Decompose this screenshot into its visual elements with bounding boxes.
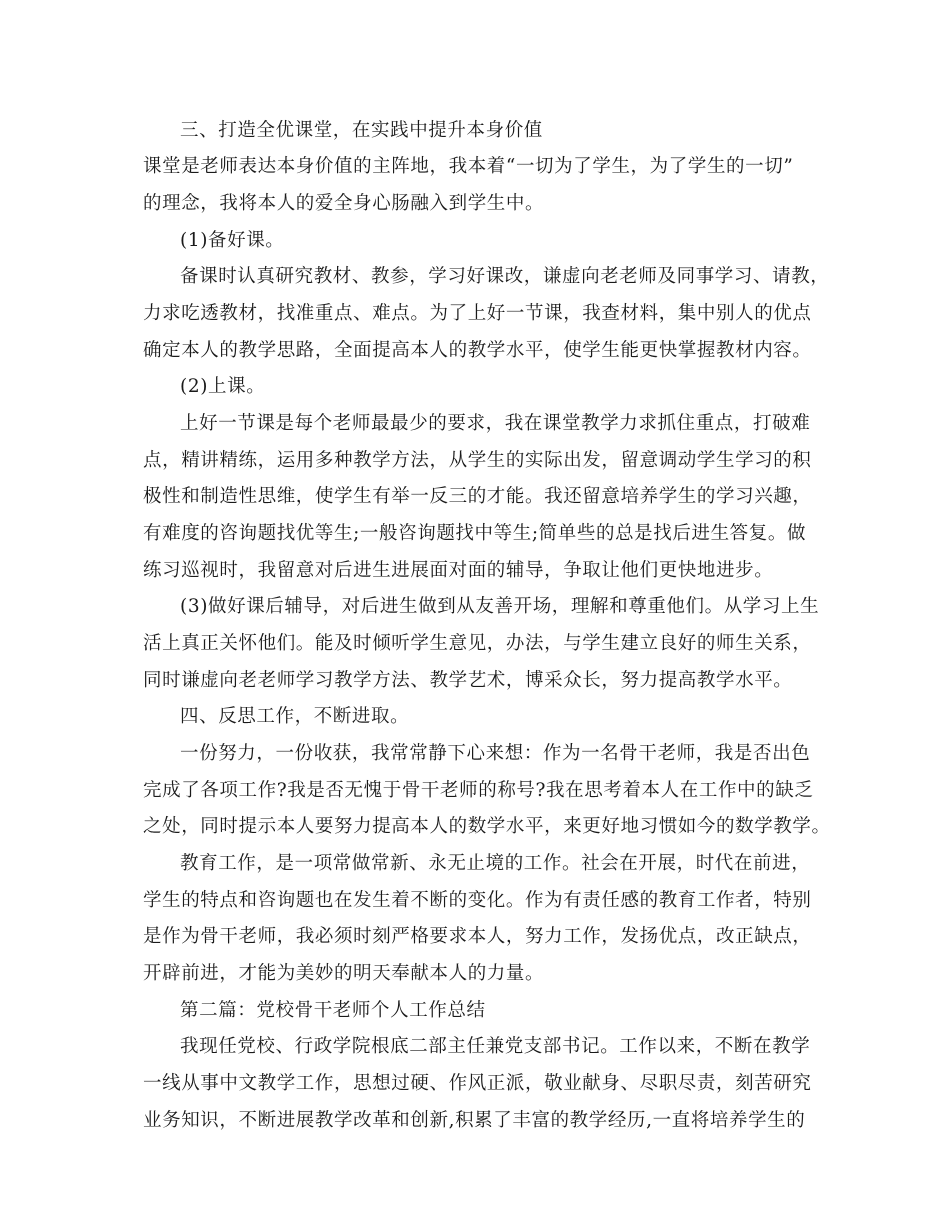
- paragraph-line: 完成了各项工作?我是否无愧于骨干老师的称号?我在思考着本人在工作中的缺乏: [143, 780, 814, 801]
- paragraph-line: 力求吃透教材，找准重点、难点。为了上好一节课，我查材料，集中别人的优点: [143, 303, 812, 324]
- paragraph-line: 业务知识，不断进展教学改革和创新,积累了丰富的教学经历,一直将培养学生的: [143, 1110, 806, 1131]
- paragraph-line: 有难度的咨询题找优等生;一般咨询题找中等生;简单些的总是找后进生答复。做: [143, 523, 807, 544]
- paragraph-line: 练习巡视时，我留意对后进生进展面对面的辅导，争取让他们更快地进步。: [143, 560, 774, 581]
- subheading-class: (2)上课。: [180, 376, 266, 397]
- paragraph-line: 一份努力，一份收获，我常常静下心来想：作为一名骨干老师，我是否出色: [180, 743, 811, 764]
- paragraph-line: 教育工作，是一项常做常新、永无止境的工作。社会在开展，时代在前进，: [180, 853, 811, 874]
- paragraph-line: 一线从事中文教学工作，思想过硬、作风正派，敬业献身、尽职尽责，刻苦研究: [143, 1073, 812, 1094]
- paragraph-line: 点，精讲精练，运用多种教学方法，从学生的实际出发，留意调动学生学习的积: [143, 450, 812, 471]
- paragraph-line: 的理念，我将本人的爱全身心肠融入到学生中。: [143, 193, 545, 214]
- section-heading-3: 三、打造全优课堂，在实践中提升本身价值: [180, 120, 543, 141]
- paragraph-line: 课堂是老师表达本身价值的主阵地，我本着“一切为了学生，为了学生的一切”: [143, 156, 794, 177]
- paragraph-line: 之处，同时提示本人要努力提高本人的数学水平，来更好地习惯如今的数学教学。: [143, 816, 831, 837]
- paragraph-line: (3)做好课后辅导，对后进生做到从友善开场，理解和尊重他们。从学习上生: [180, 596, 820, 617]
- paragraph-line: 上好一节课是每个老师最最少的要求，我在课堂教学力求抓住重点，打破难: [180, 413, 811, 434]
- chapter-title-part-2: 第二篇：党校骨干老师个人工作总结: [180, 1000, 486, 1021]
- paragraph-line: 我现任党校、行政学院根底二部主任兼党支部书记。工作以来，不断在教学: [180, 1036, 811, 1057]
- paragraph-line: 是作为骨干老师，我必须时刻严格要求本人，努力工作，发扬优点，改正缺点，: [143, 926, 812, 947]
- paragraph-line: 备课时认真研究教材、教参，学习好课改，谦虚向老老师及同事学习、请教，: [180, 266, 830, 287]
- paragraph-line: 同时谦虚向老老师学习教学方法、教学艺术，博采众长，努力提高教学水平。: [143, 670, 793, 691]
- section-heading-4: 四、反思工作，不断进取。: [180, 706, 410, 727]
- paragraph-line: 活上真正关怀他们。能及时倾听学生意见，办法，与学生建立良好的师生关系，: [143, 633, 812, 654]
- subheading-prepare-lesson: (1)备好课。: [180, 230, 285, 251]
- paragraph-line: 开辟前进，才能为美妙的明天奉献本人的力量。: [143, 963, 545, 984]
- paragraph-line: 极性和制造性思维，使学生有举一反三的才能。我还留意培养学生的学习兴趣，: [143, 486, 812, 507]
- paragraph-line: 确定本人的教学思路，全面提高本人的教学水平，使学生能更快掌握教材内容。: [143, 340, 812, 361]
- paragraph-line: 学生的特点和咨询题也在发生着不断的变化。作为有责任感的教育工作者，特别: [143, 890, 812, 911]
